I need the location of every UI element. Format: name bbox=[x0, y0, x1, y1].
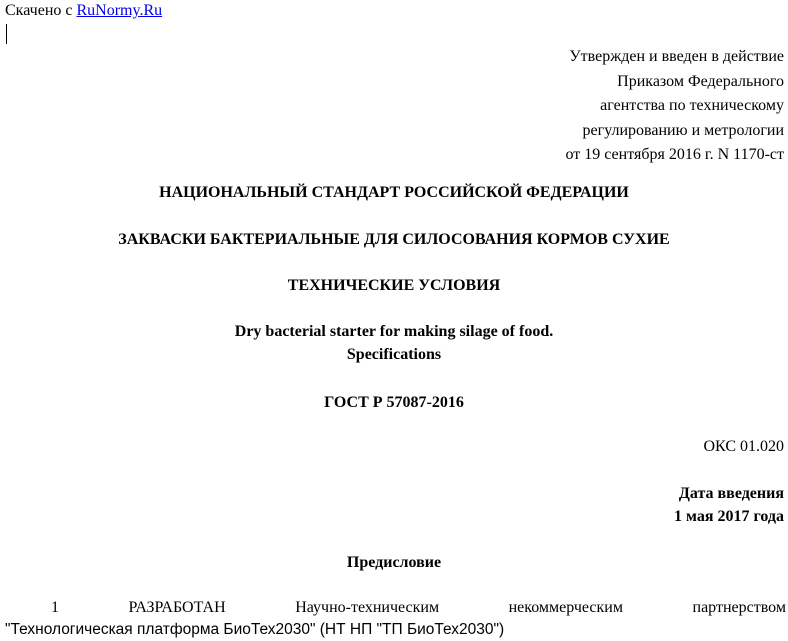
download-source-line bbox=[5, 1, 162, 21]
approval-line: от 19 сентября 2016 г. N 1170-ст bbox=[565, 146, 784, 163]
standard-code: ГОСТ Р 57087-2016 bbox=[324, 394, 464, 411]
approval-line: Приказом Федерального bbox=[617, 72, 784, 90]
foreword-word: партнерством bbox=[692, 599, 786, 616]
text-cursor bbox=[6, 24, 7, 44]
date-value: 1 мая 2017 года bbox=[674, 508, 784, 525]
approval-block bbox=[565, 45, 784, 168]
foreword-word: Научно-техническим bbox=[295, 599, 440, 616]
foreword-word: некоммерческим bbox=[508, 599, 623, 616]
standard-heading: НАЦИОНАЛЬНЫЙ СТАНДАРТ РОССИЙСКОЙ ФЕДЕРАЦИИ bbox=[159, 184, 629, 201]
foreword-item-1-line2: "Технологическая платформа БиоТех2030" (НТ НП "ТП БиоТех2030") bbox=[5, 621, 505, 638]
foreword-item-1 bbox=[5, 597, 786, 641]
oks-code: ОКС 01.020 bbox=[703, 438, 784, 455]
standard-subtitle: ТЕХНИЧЕСКИЕ УСЛОВИЯ bbox=[287, 277, 501, 294]
english-title-line2: Specifications bbox=[346, 346, 442, 363]
foreword-word: РАЗРАБОТАН bbox=[128, 599, 226, 616]
foreword-word: 1 bbox=[51, 599, 59, 616]
approval-line: агентства по техническому bbox=[600, 97, 784, 114]
download-source-prefix: Скачено с bbox=[5, 2, 73, 19]
approval-line: Утвержден и введен в действие bbox=[569, 48, 784, 65]
runormy-link[interactable]: RuNormy.Ru bbox=[76, 2, 163, 19]
foreword-item-1-line1 bbox=[5, 597, 786, 619]
date-label: Дата введения bbox=[678, 485, 784, 502]
foreword-title: Предисловие bbox=[346, 554, 442, 571]
approval-line: регулированию и метрологии bbox=[582, 121, 784, 139]
english-title-line1: Dry bacterial starter for making silage of food. bbox=[234, 323, 554, 340]
standard-title: ЗАКВАСКИ БАКТЕРИАЛЬНЫЕ ДЛЯ СИЛОСОВАНИЯ КОРМОВ СУХИЕ bbox=[118, 231, 670, 248]
